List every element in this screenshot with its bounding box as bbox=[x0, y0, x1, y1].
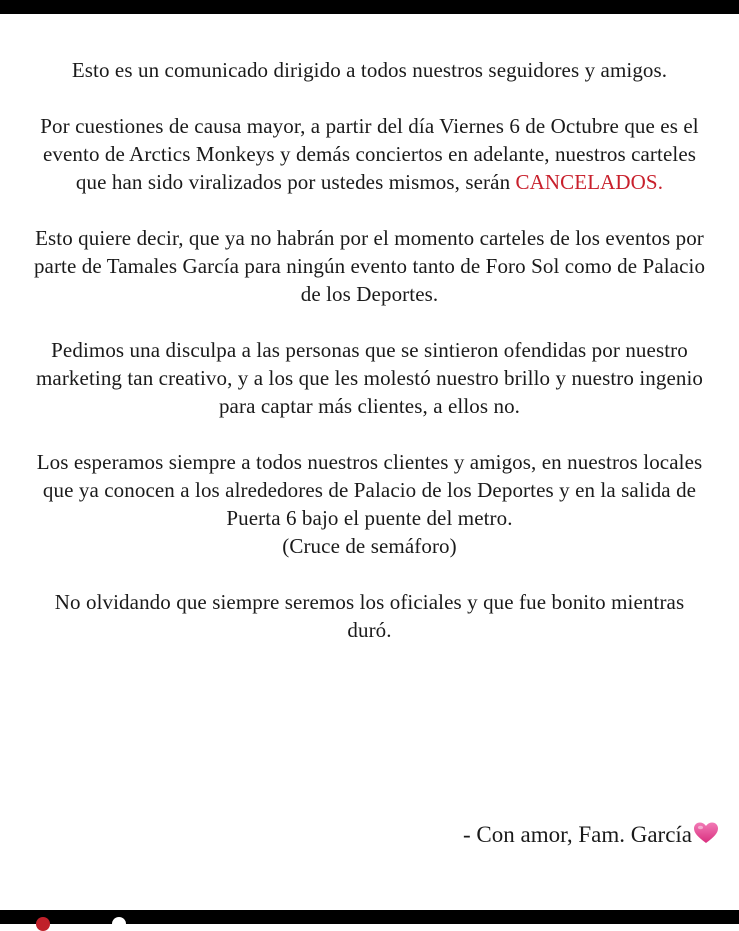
signature-text: - Con amor, Fam. García bbox=[462, 822, 692, 847]
pink-heart-icon bbox=[693, 821, 719, 845]
paragraph-cancellation-text: Por cuestiones de causa mayor, a partir del día Viernes 6 de Octubre que es el evento de Arctics Monkeys y demás conciertos en adelante, nuestros carteles que han sido viralizados por ustedes mismos, serán bbox=[40, 114, 699, 194]
paragraph-intro bbox=[30, 56, 709, 84]
top-black-bar bbox=[0, 0, 739, 14]
paragraph-locations-text: Los esperamos siempre a todos nuestros clientes y amigos, en nuestros locales que ya conocen a los alrededores de Palacio de los Deportes y en la salida de Puerta 6 bajo el puente del metro. bbox=[36, 450, 703, 530]
paragraph-meaning-text: Esto quiere decir, que ya no habrán por el momento carteles de los eventos por parte de Tamales García para ningún evento tanto de Foro Sol como de Palacio de los Deportes. bbox=[33, 226, 706, 306]
paragraph-locations-note: (Cruce de semáforo) bbox=[282, 534, 457, 558]
paragraph-locations bbox=[30, 448, 709, 560]
bottom-black-bar bbox=[0, 910, 739, 924]
signature-line bbox=[463, 820, 719, 850]
paragraph-apology bbox=[30, 336, 709, 420]
paragraph-meaning bbox=[30, 224, 709, 308]
paragraph-cancellation bbox=[30, 112, 709, 196]
bottom-red-indicator bbox=[36, 917, 50, 931]
cancelled-highlight: CANCELADOS. bbox=[515, 170, 664, 194]
announcement-body bbox=[30, 56, 709, 672]
paragraph-closing bbox=[30, 588, 709, 644]
paragraph-closing-text: No olvidando que siempre seremos los oficiales y que fue bonito mientras duró. bbox=[54, 590, 685, 642]
paragraph-apology-text: Pedimos una disculpa a las personas que se sintieron ofendidas por nuestro marketing tan creativo, y a los que les molestó nuestro brillo y nuestro ingenio para captar más clientes, a ellos no. bbox=[35, 338, 704, 418]
paragraph-intro-text: Esto es un comunicado dirigido a todos nuestros seguidores y amigos. bbox=[71, 58, 668, 82]
bottom-white-indicator bbox=[112, 917, 126, 931]
